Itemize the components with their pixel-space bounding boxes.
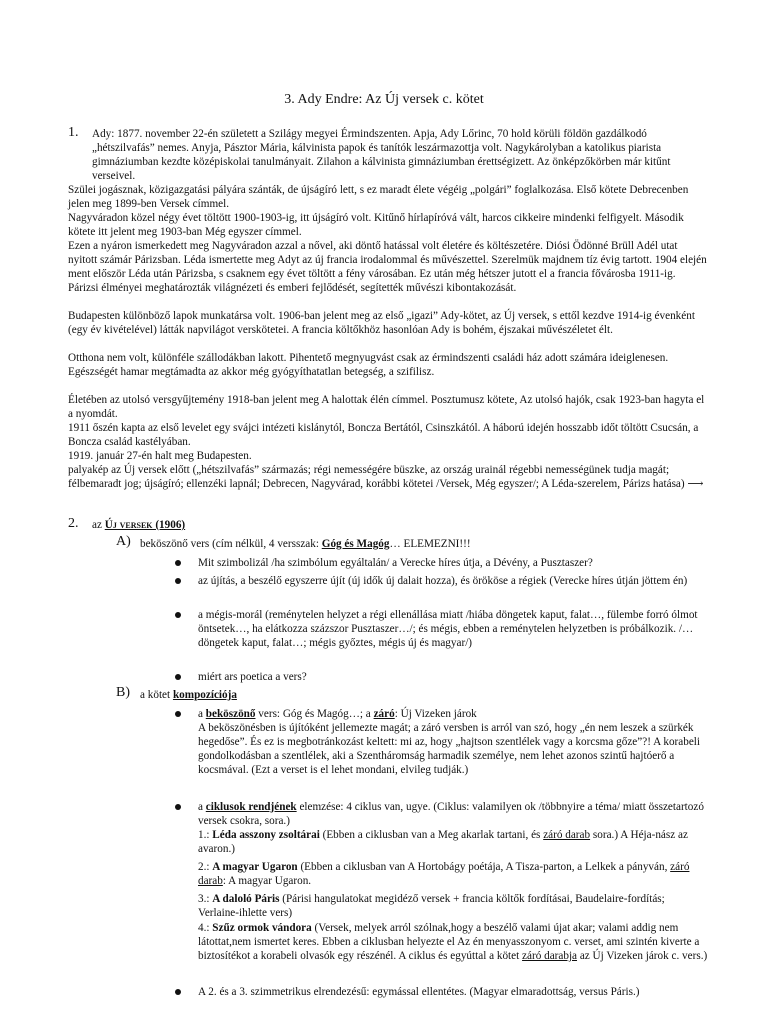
cycle-1-zaro: záró darab: [543, 829, 591, 841]
cycle-4-b: az Új Vizeken járok c. vers.): [577, 950, 708, 962]
cycle-4: [198, 921, 708, 963]
cycle-2-title: A magyar Ugaron: [212, 861, 298, 873]
cycle-1-b: sora.) A Héja-nász az avaron.): [198, 829, 688, 855]
cycle-4-a: (Versek, melyek arról szólnak,hogy a beszélő valami újat akar; valami addig nem látottat,nem ismertet keres. Ebben a ciklusban helyezte el Az én menyasszonyom c. verset, ami szintén kiverte a biztosítékot a korabeli olvasók egy részénél. A ciklus és egyúttal a kötet: [198, 922, 700, 962]
section-number-1: 1.: [68, 125, 79, 140]
paragraph-otthon: Otthona nem volt, különféle szállodákban lakott. Pihentető megnyugvást csak az érmindszenti családi ház adott számára ideiglenesen. Egészségét hamar megtámadta az akkor még gyógyíthatatlan betegség, a szifilisz.: [68, 352, 669, 378]
bullet-a4: miért ars poetica a vers?: [198, 671, 307, 683]
b2-pre: a: [198, 801, 206, 813]
book-year: (1906): [152, 519, 186, 531]
zaro-label: záró: [373, 708, 395, 720]
cycle-1-a: (Ebben a ciklusban van a Meg akarlak tartani, és: [319, 829, 544, 841]
bullet-b3: A 2. és a 3. szimmetrikus elrendezésű: egymással ellentétes. (Magyar elmaradottság, versus Páris.): [198, 986, 640, 998]
paragraph-palyakep: palyakép az Új versek előtt („hétszilvafás” származás; régi nemességére büszke, az ország urainál régebbi nemességünek tudja magát; félbemaradt jog; újságíró; ellenzéki lapnál; Debrecen, Nagyvárad, korábbi kötetei /Versek, Még egyszer/; A Léda-szerelem, Párizs hatása) ⟶: [68, 464, 704, 490]
bullet-b2-head: [198, 800, 708, 828]
b1-post: : Új Vizeken járok: [394, 708, 477, 720]
intro-paragraph: Ady: 1877. november 22-én született a Szilágy megyei Érmindszenten. Apja, Ady Lőrinc, 70 hold körüli földön gazdálkodó „hétszilvafás” nemes. Anyja, Pásztor Mária, kálvinista papok és tanítók leszármazottja volt. Nagykárolyban a katolikus piarista gimnáziumban kezdte középiskolai tanulmányait. Zilahon a kálvinista gimnáziumban érettségizett. Az önképzőkörben már kitűnt verseivel.: [92, 128, 671, 182]
bullet-icon: [175, 612, 181, 618]
subsection-letter-b: B): [116, 685, 130, 700]
cycle-4-title: Szűz ormok vándora: [212, 922, 312, 934]
bullet-icon: [175, 989, 181, 995]
bullet-b1-body: A beköszönésben is újítóként jellemezte magát; a záró versben is arról van szó, hogy „én nem leszek a szürkék hegedőse”. És ez is megbotránkozást keltett: mi az, hogy „hajtson szentlélek vagy a korcsma gőze”?! A korabeli gondolkodásban a szentlélek, aki a Szentháromság harmadik személye, nem lehet azonos szintű hajtóerő a kocsmával. (Ezt a verset is el lehet mondani, elvileg tudják.): [198, 722, 701, 776]
bullet-icon: [175, 804, 181, 810]
bullet-a2: az újítás, a beszélő egyszerre újít (új idők új dalait hozza), és örököse a régiek (Verecke híres útján jöttem én): [198, 575, 688, 587]
subsection-a-text: [140, 537, 700, 551]
kompozicio-label: kompozíciója: [172, 689, 237, 701]
bekoszono-label: beköszönő: [205, 708, 256, 720]
subsection-a-pre: beköszönő vers (cím nélkül, 4 versszak:: [140, 538, 322, 550]
bullet-icon: [175, 578, 181, 584]
paragraph-utolso: Életében az utolsó versgyűjtemény 1918-ban jelent meg A halottak élén címmel. Posztumusz kötete, Az utolsó hajók, csak 1923-ban hagyta el a nyomdát.: [68, 394, 705, 420]
subsection-b-text: [140, 688, 540, 702]
paragraph-csinszka: 1911 őszén kapta az első levelet egy svájci intézeti kislánytól, Boncza Bertától, Csinszkától. A háború idején hosszabb időt töltött Csucsán, a Boncza család kastélyában.: [68, 422, 699, 448]
cycle-4-num: 4.:: [198, 922, 213, 934]
paragraph-career: Szülei jogásznak, közigazgatási pályára szánták, de újságíró lett, s ez maradt élete végéig „polgári” foglalkozása. Első kötete Debrecenben jelen meg 1899-ben Versek címmel.: [68, 184, 689, 210]
b1-pre: a: [198, 708, 206, 720]
bullet-a3: a mégis-morál (reménytelen helyzet a régi ellenállása miatt /hiába döngetek kaput, falat…, fülembe forró ólmot öntsetek…, ha elátkozza százszor Pusztaszer…/; és mégis, ebben a reménytelen helyzetben is próbálkozik. /…döngetek kaput, falat…; mégis győztes, mégis új és magyar/): [198, 609, 698, 649]
b1-mid: vers: Góg és Magóg…; a: [255, 708, 374, 720]
bullet-a1: Mit szimbolizál /ha szimbólum egyáltalán/ a Verecke híres útja, a Dévény, a Pusztaszer?: [198, 557, 593, 569]
cycle-3-title: A daloló Páris: [212, 893, 280, 905]
page-title: 3. Ady Endre: Az Új versek c. kötet: [284, 92, 484, 107]
cycle-2: [198, 860, 708, 888]
cycle-2-zaro: záró darab: [198, 861, 690, 887]
subsection-b-pre: a kötet: [140, 689, 173, 701]
gog-es-magog-title: Góg és Magóg: [321, 538, 390, 550]
cycle-1-title: Léda asszony zsoltárai: [212, 829, 320, 841]
paragraph-budapest: Budapesten különböző lapok munkatársa volt. 1906-ban jelent meg az első „igazi” Ady-kötet, az Új versek, s ettől kezdve 1914-ig évenként (egy év kivételével) látták napvilágot verskötetei. A francia költőkhöz hasonlóan Ady is bohém, éjszakai művészéletet élt.: [68, 310, 695, 336]
cycle-2-b: : A magyar Ugaron.: [222, 875, 312, 887]
cycle-1: [198, 828, 708, 856]
bullet-icon: [175, 560, 181, 566]
heading-prefix: az: [92, 519, 105, 531]
cycle-2-num: 2.:: [198, 861, 213, 873]
bullet-b1-head: [198, 707, 708, 721]
ciklusok-label: ciklusok rendjének: [205, 801, 297, 813]
b2-post: elemzése: 4 ciklus van, ugye. (Ciklus: valamilyen ok /többnyire a téma/ miatt összetartozó versek csokra, sora.): [198, 801, 704, 827]
paragraph-halal: 1919. január 27-én halt meg Budapesten.: [68, 450, 252, 462]
subsection-a-post: … ELEMEZNI!!!: [389, 538, 471, 550]
cycle-1-num: 1.:: [198, 829, 213, 841]
cycle-4-zaro: záró darabja: [522, 950, 578, 962]
bullet-icon: [175, 711, 181, 717]
section-number-2: 2.: [68, 516, 79, 531]
book-title: Új versek: [104, 519, 153, 531]
bullet-icon: [175, 674, 181, 680]
cycle-3: [198, 892, 708, 920]
section-2-heading: [92, 518, 492, 532]
paragraph-leda: Ezen a nyáron ismerkedett meg Nagyváradon azzal a nővel, aki döntő hatással volt életére és költészetére. Diósi Ödönné Brüll Adél utat nyitott számár Párizsban. Léda ismertette meg Adyt az új francia irodalommal és művészettel. Szerelmük majdnem tíz évig tartott. 1904 elején ment először Léda után Párizsba, s csaknem egy évet töltött a fény városában. Ez után még hétszer jutott el a francia fővárosba 1911-ig. Párizsi élményei meghatározták világnézeti és emberi fejlődését, segítették művészi kibontakozását.: [68, 240, 707, 294]
subsection-letter-a: A): [116, 534, 131, 549]
paragraph-nagyvarad: Nagyváradon közel négy évet töltött 1900-1903-ig, itt újságíró volt. Kitűnő hírlapíróvá vált, harcos cikkeire mindenki felfigyelt. Második kötete itt jelent meg 1903-ban Még egyszer címmel.: [68, 212, 684, 238]
cycle-3-num: 3.:: [198, 893, 213, 905]
cycle-3-a: (Párisi hangulatokat megidéző versek + francia költők fordításai, Baudelaire-fordítás; Verlaine-ihlette vers): [198, 893, 665, 919]
cycle-2-a: (Ebben a ciklusban van A Hortobágy poétája, A Tisza-parton, a Lelkek a pányván,: [297, 861, 671, 873]
